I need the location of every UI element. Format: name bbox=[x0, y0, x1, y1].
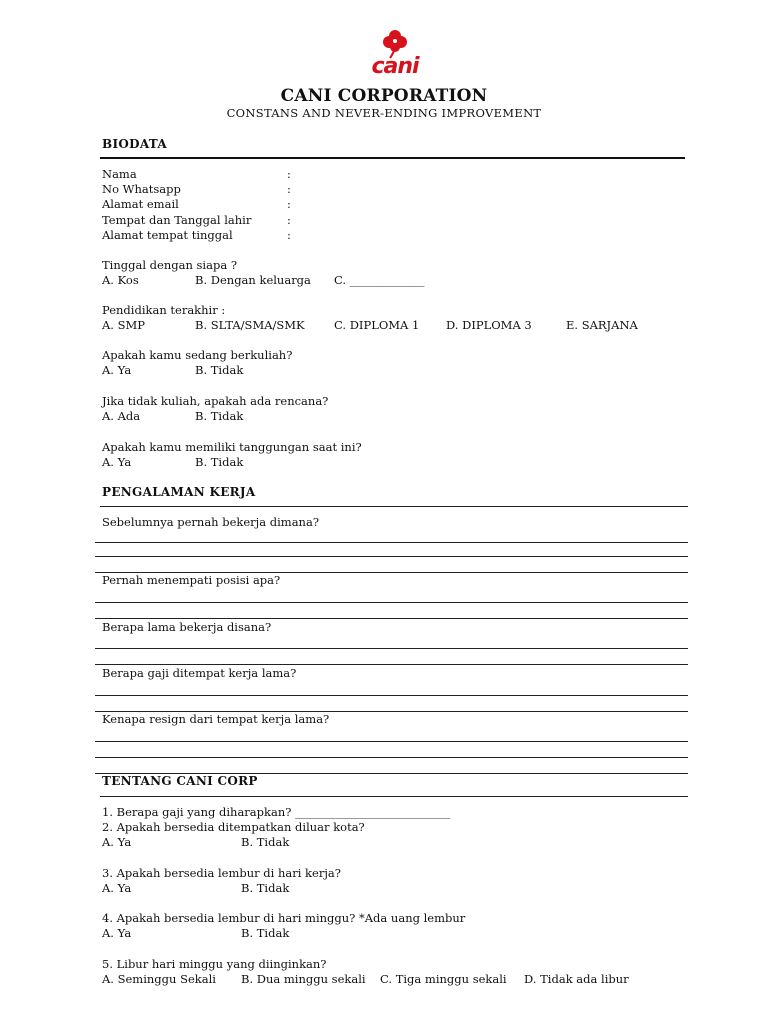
option[interactable]: A. Kos bbox=[102, 273, 139, 287]
logo-wordmark: cani bbox=[371, 54, 419, 79]
answer-line[interactable] bbox=[95, 602, 688, 603]
option[interactable]: A. Seminggu Sekali bbox=[102, 972, 216, 986]
question-previous-job: Sebelumnya pernah bekerja dimana? bbox=[102, 515, 319, 529]
question-salary: Berapa gaji ditempat kerja lama? bbox=[102, 666, 297, 680]
section-divider bbox=[100, 506, 688, 507]
option[interactable]: A. Ya bbox=[102, 455, 132, 469]
answer-line[interactable] bbox=[95, 741, 688, 742]
question-college: Apakah kamu sedang berkuliah? bbox=[102, 348, 293, 362]
answer-line[interactable] bbox=[95, 648, 688, 649]
question-resign: Kenapa resign dari tempat kerja lama? bbox=[102, 712, 330, 726]
option[interactable]: B. Tidak bbox=[241, 926, 290, 940]
option[interactable]: C. DIPLOMA 1 bbox=[334, 318, 420, 332]
question-duration: Berapa lama bekerja disana? bbox=[102, 620, 272, 634]
option[interactable]: B. Dua minggu sekali bbox=[241, 972, 366, 986]
option[interactable]: A. SMP bbox=[102, 318, 146, 332]
option[interactable]: B. Tidak bbox=[195, 363, 244, 377]
option[interactable]: C. _____________ bbox=[334, 273, 425, 287]
section-heading-biodata: BIODATA bbox=[102, 137, 167, 151]
option[interactable]: D. Tidak ada libur bbox=[524, 972, 629, 986]
option[interactable]: D. DIPLOMA 3 bbox=[446, 318, 532, 332]
option[interactable]: B. Tidak bbox=[195, 409, 244, 423]
field-label-nama: Nama bbox=[102, 167, 137, 181]
answer-line[interactable] bbox=[95, 695, 688, 696]
answer-line[interactable] bbox=[95, 556, 688, 557]
answer-line[interactable] bbox=[95, 664, 688, 665]
option[interactable]: A. Ya bbox=[102, 881, 132, 895]
question-expected-salary[interactable]: 1. Berapa gaji yang diharapkan? ___________________________ bbox=[102, 805, 451, 819]
question-overtime-sunday: 4. Apakah bersedia lembur di hari minggu? *Ada uang lembur bbox=[102, 911, 466, 925]
option[interactable]: B. Tidak bbox=[195, 455, 244, 469]
option[interactable]: E. SARJANA bbox=[566, 318, 638, 332]
option[interactable]: A. Ada bbox=[102, 409, 141, 423]
field-label-address: Alamat tempat tinggal bbox=[102, 228, 233, 242]
question-education: Pendidikan terakhir : bbox=[102, 303, 226, 317]
page-title: CANI CORPORATION bbox=[280, 86, 488, 106]
section-heading-experience: PENGALAMAN KERJA bbox=[102, 485, 256, 499]
option[interactable]: A. Ya bbox=[102, 835, 132, 849]
section-divider bbox=[100, 796, 688, 797]
section-heading-about: TENTANG CANI CORP bbox=[102, 774, 258, 788]
field-separator: : bbox=[287, 182, 291, 196]
option[interactable]: C. Tiga minggu sekali bbox=[380, 972, 507, 986]
option[interactable]: A. Ya bbox=[102, 363, 132, 377]
answer-line[interactable] bbox=[95, 542, 688, 543]
field-label-email: Alamat email bbox=[102, 197, 179, 211]
answer-line[interactable] bbox=[95, 618, 688, 619]
answer-line[interactable] bbox=[95, 757, 688, 758]
field-separator: : bbox=[287, 197, 291, 211]
option[interactable]: B. Tidak bbox=[241, 881, 290, 895]
field-label-birth: Tempat dan Tanggal lahir bbox=[102, 213, 252, 227]
question-position: Pernah menempati posisi apa? bbox=[102, 573, 281, 587]
option[interactable]: B. SLTA/SMA/SMK bbox=[195, 318, 305, 332]
cani-logo bbox=[360, 30, 430, 80]
field-label-whatsapp: No Whatsapp bbox=[102, 182, 181, 196]
page-subtitle: CONSTANS AND NEVER-ENDING IMPROVEMENT bbox=[226, 106, 542, 120]
question-plan: Jika tidak kuliah, apakah ada rencana? bbox=[102, 394, 329, 408]
field-separator: : bbox=[287, 167, 291, 181]
question-relocation: 2. Apakah bersedia ditempatkan diluar kota? bbox=[102, 820, 365, 834]
field-separator: : bbox=[287, 213, 291, 227]
option[interactable]: A. Ya bbox=[102, 926, 132, 940]
field-separator: : bbox=[287, 228, 291, 242]
option[interactable]: B. Tidak bbox=[241, 835, 290, 849]
question-overtime-weekday: 3. Apakah bersedia lembur di hari kerja? bbox=[102, 866, 341, 880]
option[interactable]: B. Dengan keluarga bbox=[195, 273, 311, 287]
question-sunday-off: 5. Libur hari minggu yang diinginkan? bbox=[102, 957, 327, 971]
question-dependents: Apakah kamu memiliki tanggungan saat ini? bbox=[102, 440, 362, 454]
question-living: Tinggal dengan siapa ? bbox=[102, 258, 237, 272]
section-divider bbox=[100, 157, 685, 159]
